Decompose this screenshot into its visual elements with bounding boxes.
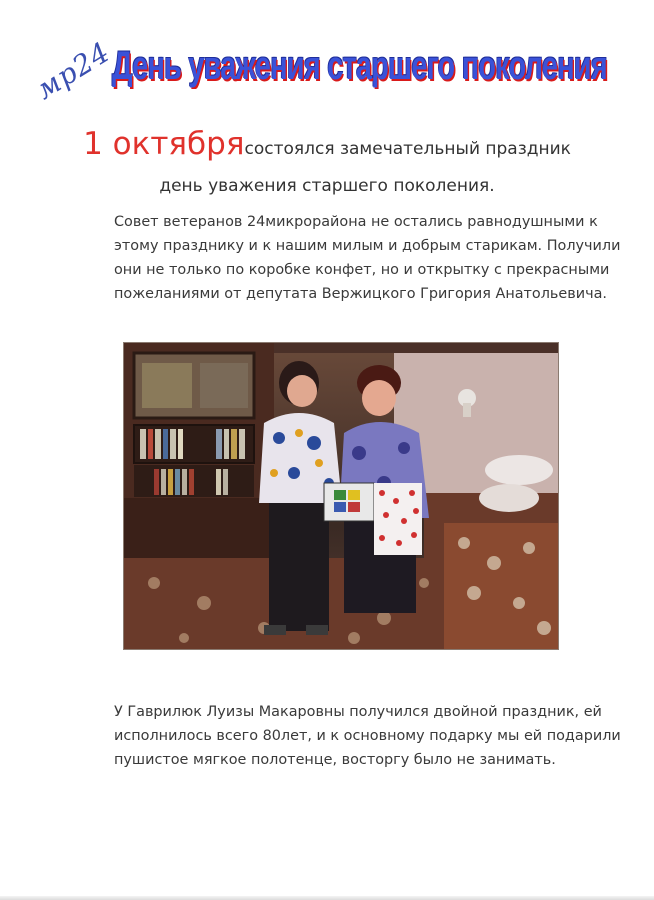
- handwritten-note: мр24: [30, 35, 116, 106]
- page-title: День уважения старшего поколения: [112, 44, 607, 88]
- headline-text: состоялся замечательный праздник: [244, 139, 571, 159]
- event-photo: [123, 342, 559, 650]
- scan-edge: [0, 896, 654, 900]
- headline: [0, 126, 654, 162]
- photo-illustration: [124, 343, 558, 649]
- headline-date: 1 октября: [83, 126, 245, 162]
- paragraph-birthday: У Гаврилюк Луизы Макаровны получился двойной праздник, ей исполнилось всего 80лет, и к основному подарку мы ей подарили пушистое мягкое полотенце, восторгу было не занимать.: [114, 704, 621, 768]
- paragraph-intro: Совет ветеранов 24микрорайона не остались равнодушными к этому празднику и к нашим милым и добрым старикам. Получили они не только по коробке конфет, но и открытку с прекрасными пожеланиями от депутата Вержицкого Григория Анатольевича.: [114, 214, 621, 302]
- subheadline: день уважения старшего поколения.: [159, 176, 495, 196]
